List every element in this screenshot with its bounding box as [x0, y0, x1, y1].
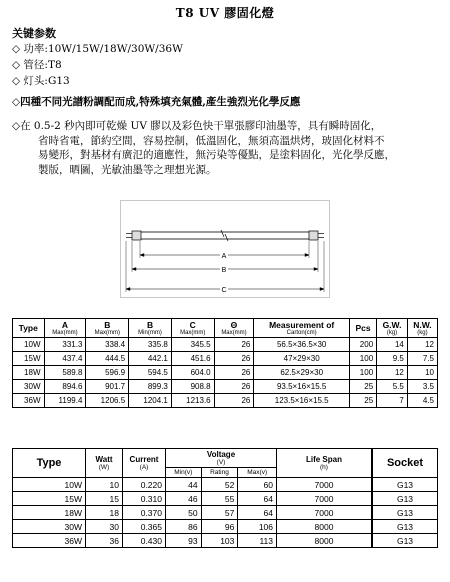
table-cell: 60 [238, 478, 277, 492]
col-carton: Measurement of Carton(cm) [254, 319, 350, 338]
col-net-weight: N.W. (kg) [407, 319, 437, 338]
table-cell: 0.370 [123, 506, 166, 520]
table-cell: 93.5×16×15.5 [254, 380, 350, 394]
table-cell: 26 [214, 338, 254, 352]
dimension-label-a: A [221, 253, 227, 260]
table-cell: 444.5 [86, 352, 129, 366]
table-cell: 14 [377, 338, 408, 352]
table-header-row [13, 449, 438, 468]
table-row [13, 338, 438, 352]
table-cell: 50 [166, 506, 202, 520]
table-cell: 106 [238, 520, 277, 534]
table-cell: 52 [201, 478, 238, 492]
description-line: 易變形，對基材有廣氾的適應性，無污染等優點，是塗料固化，光化學反應， [38, 149, 395, 161]
table-cell: 96 [201, 520, 238, 534]
table-cell: 596.9 [86, 366, 129, 380]
table-cell: 7.5 [407, 352, 437, 366]
table-cell: 908.8 [171, 380, 214, 394]
table-cell: 8000 [277, 534, 373, 548]
table-cell: 36 [86, 534, 123, 548]
table-cell: 437.4 [44, 352, 86, 366]
table-cell: 442.1 [129, 352, 172, 366]
table-row [13, 506, 438, 520]
table-cell: 36W [13, 394, 45, 408]
table-row [13, 394, 438, 408]
table-cell: 47×29×30 [254, 352, 350, 366]
col-type: Type [13, 319, 45, 338]
table-cell: 345.5 [171, 338, 214, 352]
table-cell: 56.5×36.5×30 [254, 338, 350, 352]
table-cell: 331.3 [44, 338, 86, 352]
table-cell: 7000 [277, 506, 373, 520]
table-cell: 1199.4 [44, 394, 86, 408]
table-cell: 899.3 [129, 380, 172, 394]
dimension-label-b: B [221, 267, 227, 274]
table-row [13, 520, 438, 534]
col-b-max: B Max(mm) [86, 319, 129, 338]
table-cell: 15 [86, 492, 123, 506]
dimension-label-c: C [221, 287, 227, 294]
table-cell: 589.8 [44, 366, 86, 380]
table-cell: 604.0 [171, 366, 214, 380]
col-life-span: Life Span (h) [277, 449, 373, 478]
table-cell: 26 [214, 352, 254, 366]
table-cell: 200 [350, 338, 377, 352]
description-line: 省時省電，節約空間，容易控制，低溫固化，無須高溫烘烤，玻固化材料不 [38, 134, 385, 147]
table-cell: 10W [13, 478, 86, 492]
table-cell: 30W [13, 520, 86, 534]
description-line: 製版，晒圖，光敏油墨等之理想光源。 [38, 163, 217, 176]
table-cell: 1206.5 [86, 394, 129, 408]
col-voltage-min: Min(v) [166, 468, 202, 478]
table-cell: 451.6 [171, 352, 214, 366]
table-cell: 113 [238, 534, 277, 548]
table-cell: 18W [13, 366, 45, 380]
description [12, 119, 442, 177]
description-line: ◇在 0.5-2 秒內即可乾燥 UV 膠以及彩色快干單張膠印油墨等，具有瞬時固化， [12, 120, 382, 132]
param-power: ◇ 功率:10W/15W/18W/30W/36W [12, 43, 183, 55]
table-cell: 18 [86, 506, 123, 520]
table-cell: 338.4 [86, 338, 129, 352]
col-gross-weight: G.W. (kg) [377, 319, 408, 338]
col-socket: Socket [372, 449, 438, 478]
table-row [13, 534, 438, 548]
table-cell: 0.220 [123, 478, 166, 492]
table-cell: 0.310 [123, 492, 166, 506]
table-cell: 4.5 [407, 394, 437, 408]
col-c-max: C Max(mm) [171, 319, 214, 338]
param-tube-diameter: ◇ 管径:T8 [12, 59, 62, 71]
table-cell: G13 [372, 506, 438, 520]
col-voltage: Voltage (V) [166, 449, 277, 468]
table-cell: 7 [377, 394, 408, 408]
table-cell: 10 [86, 478, 123, 492]
table-cell: 594.5 [129, 366, 172, 380]
table-cell: 64 [238, 506, 277, 520]
table-cell: 44 [166, 478, 202, 492]
table-cell: 46 [166, 492, 202, 506]
param-lamp-cap: ◇ 灯头:G13 [12, 75, 70, 87]
table-cell: 64 [238, 492, 277, 506]
table-cell: 15W [13, 352, 45, 366]
table-cell: 0.430 [123, 534, 166, 548]
table-cell: 1213.6 [171, 394, 214, 408]
table-cell: 100 [350, 366, 377, 380]
table-row [13, 366, 438, 380]
table-cell: 123.5×16×15.5 [254, 394, 350, 408]
table-cell: 12 [377, 366, 408, 380]
lamp-tube [126, 230, 324, 241]
table-cell: G13 [372, 520, 438, 534]
page-title: T8 UV 膠固化燈 [175, 6, 275, 20]
col-voltage-rating: Rating [201, 468, 238, 478]
table-cell: 335.8 [129, 338, 172, 352]
table-cell: 10 [407, 366, 437, 380]
table-row [13, 380, 438, 394]
table-cell: 103 [201, 534, 238, 548]
lamp-dimension-diagram [120, 200, 330, 298]
col-watt: Watt (W) [86, 449, 123, 478]
table-header-row [13, 319, 438, 338]
table-cell: 18W [13, 506, 86, 520]
electrical-specs-table [12, 448, 438, 548]
table-cell: 57 [201, 506, 238, 520]
table-cell: 10W [13, 338, 45, 352]
dimensions-table [12, 318, 438, 408]
table-row [13, 478, 438, 492]
col-current: Current (A) [123, 449, 166, 478]
table-row [13, 492, 438, 506]
table-cell: 5.5 [377, 380, 408, 394]
key-params-heading: 关键参数 [12, 27, 56, 40]
table-cell: 30 [86, 520, 123, 534]
table-cell: 100 [350, 352, 377, 366]
table-cell: G13 [372, 492, 438, 506]
col-voltage-max: Max(v) [238, 468, 277, 478]
table-cell: 15W [13, 492, 86, 506]
table-cell: 8000 [277, 520, 373, 534]
table-cell: 12 [407, 338, 437, 352]
table-cell: 30W [13, 380, 45, 394]
table-cell: 62.5×29×30 [254, 366, 350, 380]
table-cell: 25 [350, 380, 377, 394]
table-cell: 25 [350, 394, 377, 408]
table-row [13, 352, 438, 366]
table-cell: 901.7 [86, 380, 129, 394]
col-a-max: A Max(mm) [44, 319, 86, 338]
table-cell: 7000 [277, 478, 373, 492]
table-cell: 3.5 [407, 380, 437, 394]
table-cell: 9.5 [377, 352, 408, 366]
table-cell: 36W [13, 534, 86, 548]
table-cell: G13 [372, 534, 438, 548]
table-cell: 55 [201, 492, 238, 506]
table-cell: 1204.1 [129, 394, 172, 408]
table-cell: 0.365 [123, 520, 166, 534]
table-cell: 86 [166, 520, 202, 534]
table-cell: 93 [166, 534, 202, 548]
col-type: Type [13, 449, 86, 478]
table-cell: 26 [214, 380, 254, 394]
feature-statement: ◇四種不同光譜粉調配而成,特殊填充氣體,產生強烈光化學反應 [12, 96, 301, 108]
col-pcs: Pcs [350, 319, 377, 338]
table-cell: 26 [214, 394, 254, 408]
col-theta-max: Θ Max(mm) [214, 319, 254, 338]
table-cell: 26 [214, 366, 254, 380]
col-b-min: B Min(mm) [129, 319, 172, 338]
table-cell: 7000 [277, 492, 373, 506]
table-cell: G13 [372, 478, 438, 492]
table-cell: 894.6 [44, 380, 86, 394]
